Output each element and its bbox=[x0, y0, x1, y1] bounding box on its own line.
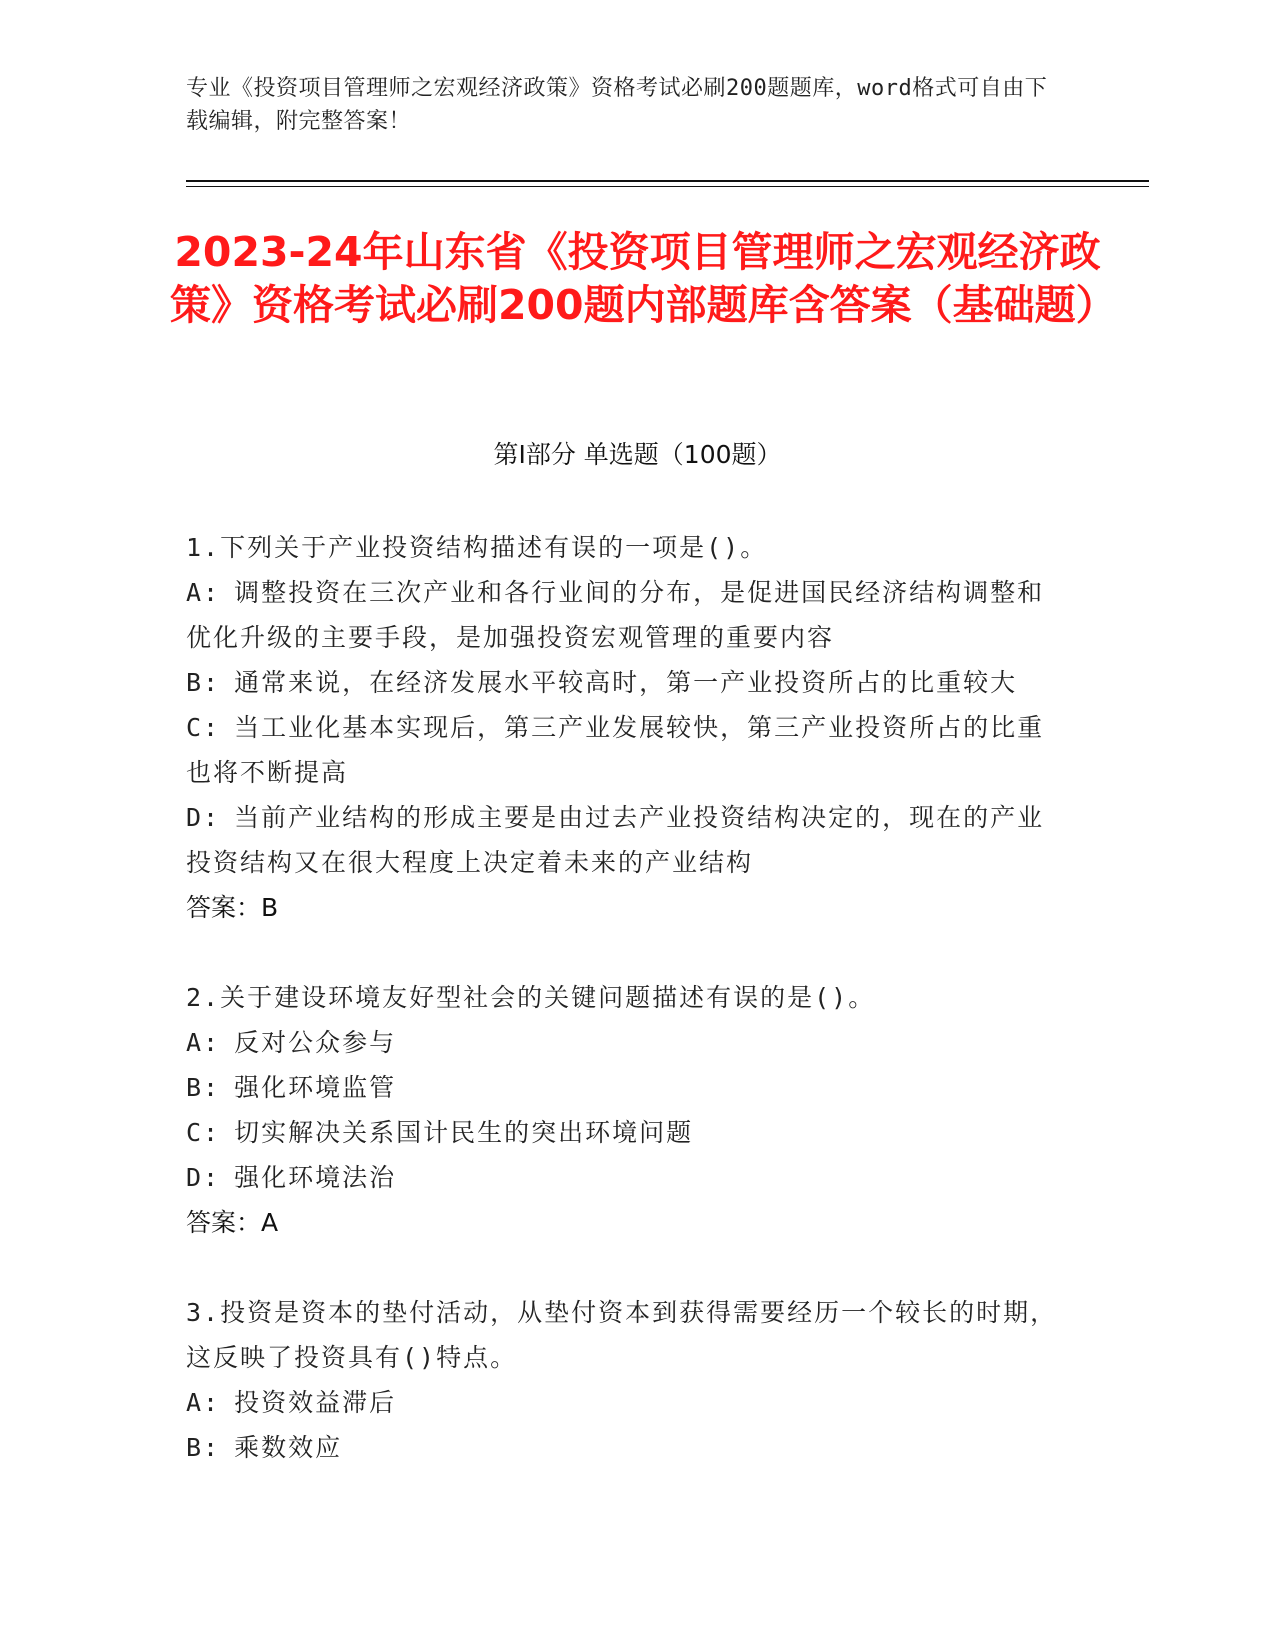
option-b bbox=[186, 1425, 1066, 1470]
option-b bbox=[186, 660, 1066, 705]
option-text: 投资效益滞后 bbox=[234, 1388, 397, 1417]
option-letter: D: bbox=[186, 803, 221, 832]
answer-label: 答案： bbox=[186, 893, 262, 922]
question-stem: 2.关于建设环境友好型社会的关键问题描述有误的是()。 bbox=[186, 983, 876, 1012]
option-letter: B: bbox=[186, 1073, 221, 1102]
option-text: 通常来说，在经济发展水平较高时，第一产业投资所占的比重较大 bbox=[234, 668, 1018, 697]
header-divider-thin bbox=[186, 186, 1149, 187]
option-letter: B: bbox=[186, 668, 221, 697]
option-c bbox=[186, 1110, 1066, 1155]
answer-value: B bbox=[261, 893, 279, 922]
section-title: 第Ⅰ部分 单选题（100题） bbox=[493, 440, 782, 469]
option-letter: C: bbox=[186, 713, 221, 742]
header-note: 专业《投资项目管理师之宏观经济政策》资格考试必刷200题题库，word格式可自由下载编辑，附完整答案！ bbox=[186, 76, 1048, 134]
option-text: 切实解决关系国计民生的突出环境问题 bbox=[234, 1118, 694, 1147]
answer-value: A bbox=[261, 1208, 279, 1237]
question-stem: 1.下列关于产业投资结构描述有误的一项是()。 bbox=[186, 533, 768, 562]
option-d bbox=[186, 1155, 1066, 1200]
option-a bbox=[186, 570, 1066, 660]
option-text: 调整投资在三次产业和各行业间的分布，是促进国民经济结构调整和优化升级的主要手段，是加强投资宏观管理的重要内容 bbox=[186, 578, 1045, 652]
question-3 bbox=[186, 1290, 1066, 1470]
option-a bbox=[186, 1020, 1066, 1065]
answer-line bbox=[186, 1200, 1066, 1245]
option-letter: C: bbox=[186, 1118, 221, 1147]
option-text: 当前产业结构的形成主要是由过去产业投资结构决定的，现在的产业投资结构又在很大程度上决定着未来的产业结构 bbox=[186, 803, 1045, 877]
option-letter: B: bbox=[186, 1433, 221, 1462]
option-letter: A: bbox=[186, 578, 221, 607]
option-letter: A: bbox=[186, 1388, 221, 1417]
option-d bbox=[186, 795, 1066, 885]
question-list bbox=[186, 525, 1066, 1515]
option-text: 乘数效应 bbox=[234, 1433, 343, 1462]
option-b bbox=[186, 1065, 1066, 1110]
header-divider-thick bbox=[186, 180, 1149, 182]
option-text: 强化环境法治 bbox=[234, 1163, 397, 1192]
question-2 bbox=[186, 975, 1066, 1245]
option-a bbox=[186, 1380, 1066, 1425]
answer-line bbox=[186, 885, 1066, 930]
question-1 bbox=[186, 525, 1066, 930]
option-text: 强化环境监管 bbox=[234, 1073, 397, 1102]
option-text: 反对公众参与 bbox=[234, 1028, 397, 1057]
option-letter: A: bbox=[186, 1028, 221, 1057]
option-text: 当工业化基本实现后，第三产业发展较快，第三产业投资所占的比重也将不断提高 bbox=[186, 713, 1045, 787]
document-title: 2023-24年山东省《投资项目管理师之宏观经济政策》资格考试必刷200题内部题库含答案（基础题） bbox=[170, 228, 1117, 329]
answer-label: 答案： bbox=[186, 1208, 262, 1237]
question-stem: 3.投资是资本的垫付活动，从垫付资本到获得需要经历一个较长的时期，这反映了投资具有()特点。 bbox=[186, 1298, 1058, 1372]
option-letter: D: bbox=[186, 1163, 221, 1192]
option-c bbox=[186, 705, 1066, 795]
